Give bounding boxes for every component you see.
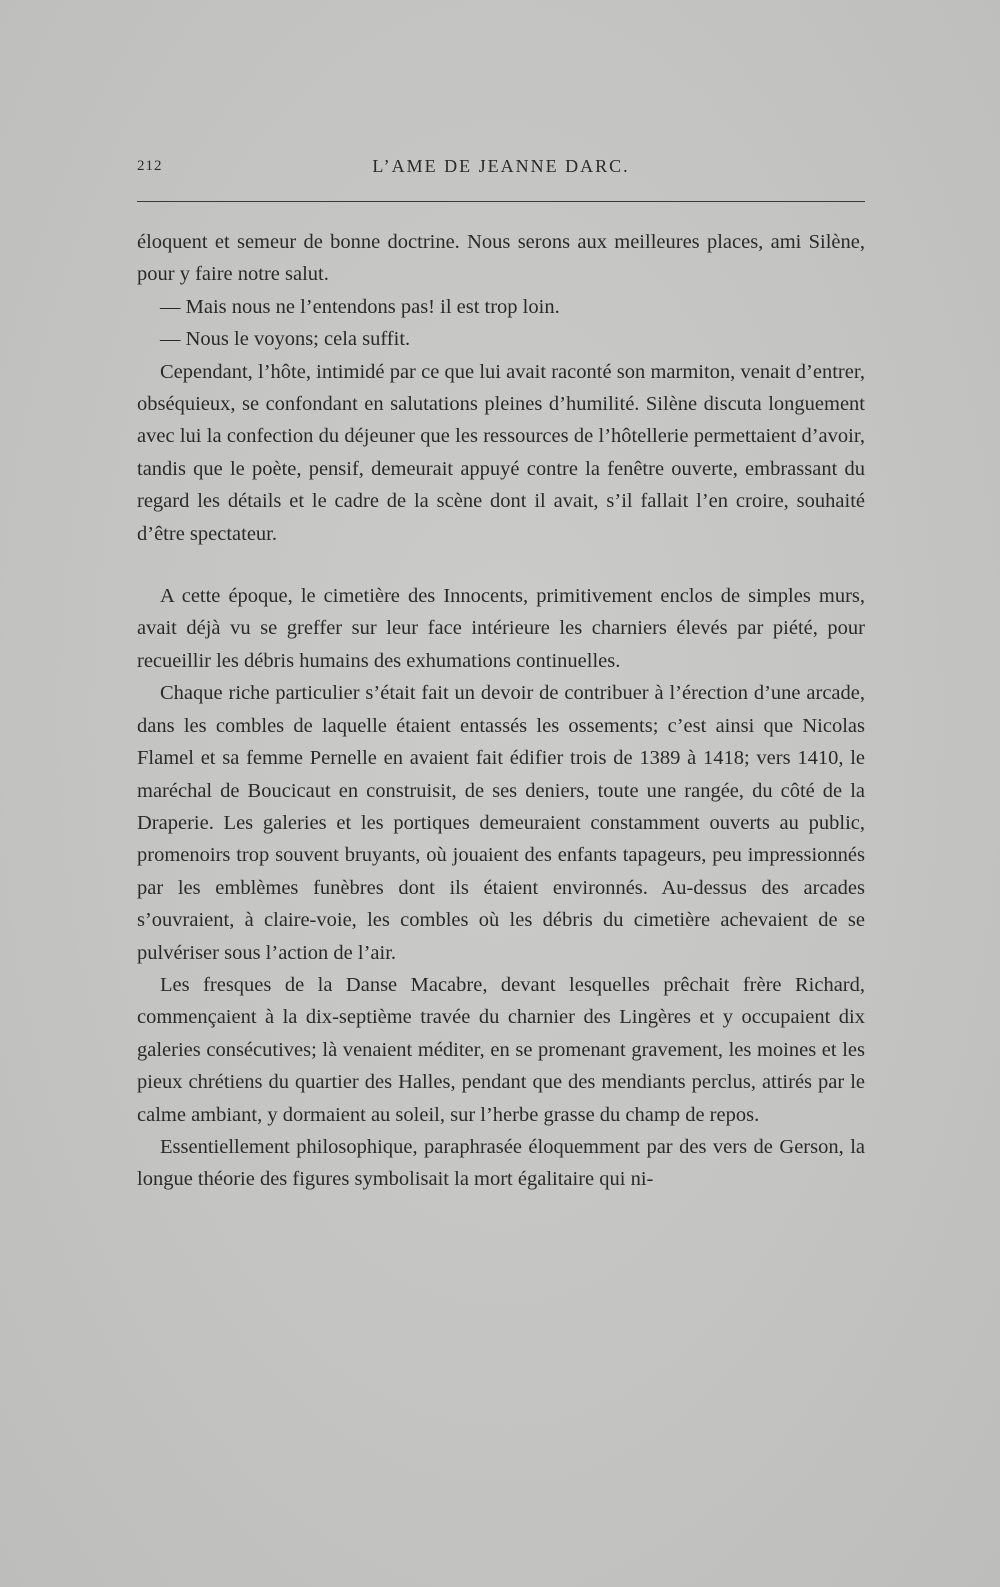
page-header	[137, 156, 865, 184]
header-rule	[137, 201, 865, 202]
paragraph-continuation: éloquent et semeur de bonne doctrine. Nous serons aux meilleures places, ami Silène, pour y faire notre salut.	[137, 231, 865, 286]
page-number: 212	[137, 158, 163, 174]
section-break	[137, 550, 865, 580]
dialogue-line: — Nous le voyons; cela suffit.	[160, 328, 411, 351]
paragraph: Essentiellement philosophique, paraphrasée éloquemment par des vers de Gerson, la longue théorie des figures symbolisait la mort égalitaire qui ni-	[137, 1135, 865, 1191]
paragraph: Chaque riche particulier s’était fait un devoir de contribuer à l’érection d’une arcade, dans les combles de laquelle étaient entassés les ossements; c’est ainsi que Nicolas Flamel et sa femme Pernelle en avaient fait édifier trois de 1389 à 1418; vers 1410, le maréchal de Boucicaut en construisit, de ses deniers, toute une rangée, du côté de la Draperie. Les galeries et les portiques demeuraient constamment ouverts au public, promenoirs trop souvent bruyants, où jouaient des enfants tapageurs, peu impressionnés par les emblèmes funèbres dont ils étaient environnés. Au-dessus des arcades s’ouvraient, à claire-voie, les combles où les débris du cimetière achevaient de se pulvériser sous l’action de l’air.	[137, 682, 865, 964]
dialogue-line: — Mais nous ne l’entendons pas! il est trop loin.	[160, 295, 560, 318]
paragraph: Les fresques de la Danse Macabre, devant lesquelles prêchait frère Richard, commençaient à la dix-septième travée du charnier des Lingères et y occupaient dix galeries consécutives; là venaient méditer, en se promenant gravement, les moines et les pieux chrétiens du quartier des Halles, pendant que des mendiants perclus, attirés par le calme ambiant, y dormaient au soleil, sur l’herbe grasse du champ de repos.	[137, 973, 865, 1126]
paragraph: Cependant, l’hôte, intimidé par ce que lui avait raconté son marmiton, venait d’entrer, obséquieux, se confondant en salutations pleines d’humilité. Silène discuta longuement avec lui la confection du déjeuner que les ressources de l’hôtellerie permettaient d’avoir, tandis que le poète, pensif, demeurait appuyé contre la fenêtre ouverte, embrassant du regard les détails et le cadre de la scène dont il avait, s’il fallait l’en croire, souhaité d’être spectateur.	[137, 360, 865, 545]
body-text	[137, 226, 865, 1196]
running-title: L’AME DE JEANNE DARC.	[372, 156, 630, 176]
paragraph: A cette époque, le cimetière des Innocents, primitivement enclos de simples murs, avait déjà vu se greffer sur leur face intérieure les charniers élevés par piété, pour recueillir les débris humains des exhumations continuelles.	[137, 585, 865, 672]
